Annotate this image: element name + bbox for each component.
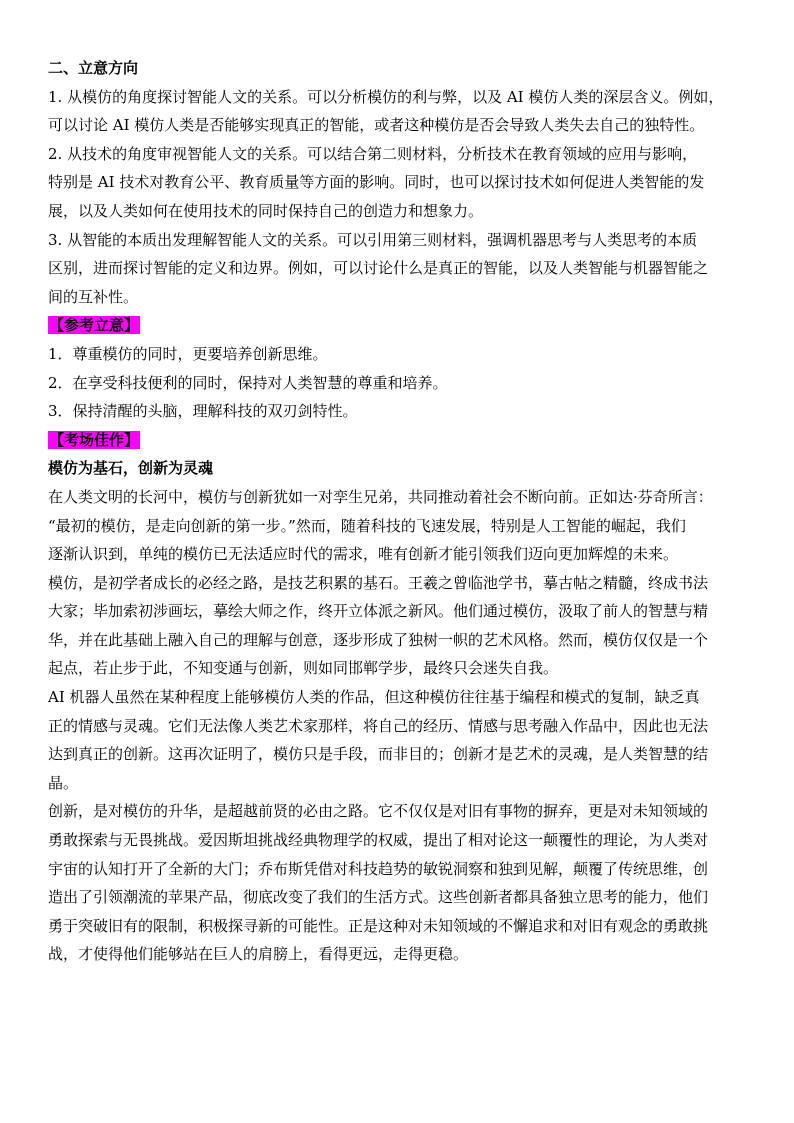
direction-2-line-2: 特别是 AI 技术对教育公平、教育质量等方面的影响。同时，也可以探讨技术如何促进人类智能的发 bbox=[48, 173, 705, 192]
essay-p4-line-2: 勇敢探索与无畏挑战。爱因斯坦挑战经典物理学的权威，提出了相对论这一颠覆性的理论，为人类对 bbox=[48, 831, 709, 850]
essay-title: 模仿为基石，创新为灵魂 bbox=[48, 459, 214, 478]
reference-tag: 【参考立意】 bbox=[49, 316, 140, 335]
direction-1-line-1: 1. 从模仿的角度探讨智能人文的关系。可以分析模仿的利与弊，以及 AI 模仿人类的深层含义。例如， bbox=[48, 87, 724, 106]
essay-tag-line bbox=[48, 426, 748, 455]
direction-2-line-3: 展，以及人类如何在使用技术的同时保持自己的创造力和想象力。 bbox=[48, 201, 484, 220]
essay-p1-line-1: 在人类文明的长河中，模仿与创新犹如一对孪生兄弟，共同推动着社会不断向前。正如达·芬奇所言： bbox=[48, 487, 713, 506]
direction-3-line-2: 区别，进而探讨智能的定义和边界。例如，可以讨论什么是真正的智能，以及人类智能与机器智能之 bbox=[48, 259, 709, 278]
essay-p3-line-4: 晶。 bbox=[48, 773, 79, 792]
essay-p2-line-1: 模仿，是初学者成长的必经之路，是技艺积累的基石。王羲之曾临池学书，摹古帖之精髓，终成书法 bbox=[48, 573, 709, 592]
essay-p2-line-2: 大家；毕加索初涉画坛，摹绘大师之作，终开立体派之新风。他们通过模仿，汲取了前人的智慧与精 bbox=[48, 602, 709, 621]
essay-p3-line-2: 正的情感与灵魂。它们无法像人类艺术家那样，将自己的经历、情感与思考融入作品中，因此也无法 bbox=[48, 716, 709, 735]
document-page bbox=[48, 54, 748, 969]
essay-p3-line-3: 达到真正的创新。这再次证明了，模仿只是手段，而非目的；创新才是艺术的灵魂，是人类智慧的结 bbox=[48, 745, 709, 764]
essay-p3-line-1: AI 机器人虽然在某种程度上能够模仿人类的作品，但这种模仿往往基于编程和模式的复制，缺乏真 bbox=[48, 688, 700, 707]
direction-3-line-3: 间的互补性。 bbox=[48, 287, 139, 306]
essay-p2-line-3: 华，并在此基础上融入自己的理解与创意，逐步形成了独树一帜的艺术风格。然而，模仿仅仅是一个 bbox=[48, 630, 709, 649]
reference-item-1: 1．尊重模仿的同时，更要培养创新思维。 bbox=[48, 344, 328, 363]
essay-p4-line-3: 宇宙的认知打开了全新的大门；乔布斯凭借对科技趋势的敏锐洞察和独到见解，颠覆了传统思维，创 bbox=[48, 859, 709, 878]
essay-p4-line-6: 战，才使得他们能够站在巨人的肩膀上，看得更远，走得更稳。 bbox=[48, 945, 469, 964]
reference-item-3: 3．保持清醒的头脑，理解科技的双刃剑特性。 bbox=[48, 402, 358, 421]
essay-p4-line-4: 造出了引领潮流的苹果产品，彻底改变了我们的生活方式。这些创新者都具备独立思考的能力，他们 bbox=[48, 888, 709, 907]
essay-p4-line-1: 创新，是对模仿的升华，是超越前贤的必由之路。它不仅仅是对旧有事物的摒弃，更是对未知领域的 bbox=[48, 802, 709, 821]
direction-2-line-1: 2. 从技术的角度审视智能人文的关系。可以结合第二则材料，分析技术在教育领域的应用与影响， bbox=[48, 144, 698, 163]
essay-tag: 【考场佳作】 bbox=[49, 430, 140, 449]
section-heading: 二、立意方向 bbox=[48, 59, 139, 77]
direction-3-line-1: 3. 从智能的本质出发理解智能人文的关系。可以引用第三则材料，强调机器思考与人类思考的本质 bbox=[48, 230, 698, 249]
reference-tag-line bbox=[48, 311, 748, 340]
essay-p4-line-5: 勇于突破旧有的限制，积极探寻新的可能性。正是这种对未知领域的不懈追求和对旧有观念的勇敢挑 bbox=[48, 916, 709, 935]
essay-p2-line-4: 起点，若止步于此，不知变通与创新，则如同邯郸学步，最终只会迷失自我。 bbox=[48, 659, 559, 678]
essay-p1-line-3: 逐渐认识到，单纯的模仿已无法适应时代的需求，唯有创新才能引领我们迈向更加辉煌的未来。 bbox=[48, 545, 679, 564]
essay-p1-line-2: “最初的模仿，是走向创新的第一步。”然而，随着科技的飞速发展，特别是人工智能的崛起，我们 bbox=[48, 516, 686, 535]
reference-item-2: 2．在享受科技便利的同时，保持对人类智慧的尊重和培养。 bbox=[48, 373, 448, 392]
direction-1-line-2: 可以讨论 AI 模仿人类是否能够实现真正的智能，或者这种模仿是否会导致人类失去自己的独特性。 bbox=[48, 116, 705, 135]
